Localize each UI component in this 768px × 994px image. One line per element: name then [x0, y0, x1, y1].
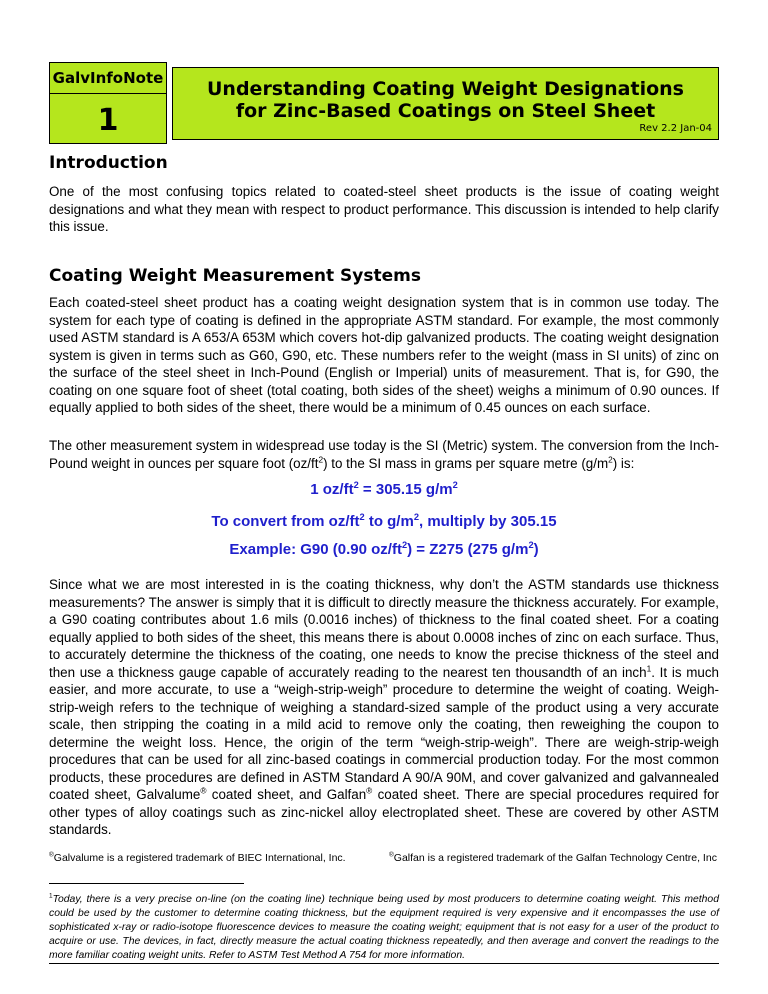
footnote-divider [49, 883, 244, 884]
title-box [172, 67, 719, 140]
galvalume-trademark-note: ®Galvalume is a registered trademark of BIEC International, Inc. [49, 851, 346, 864]
title-line-1: Understanding Coating Weight Designations [207, 78, 684, 100]
introduction-text: One of the most confusing topics related to coated-steel sheet products is the issue of coating weight designations and what they mean with respect to product performance. This discussion is intended to help clarify this issue. [49, 184, 719, 234]
introduction-heading: Introduction [49, 153, 168, 173]
revision-label: Rev 2.2 Jan-04 [639, 123, 712, 134]
measurement-systems-paragraph-2: The other measurement system in widespread use today is the SI (Metric) system. The conversion from the Inch-Pound weight in ounces per square foot $(oz/ft^2)$ to the SI mass in grams per square metre $(g/m^2)$ is: [49, 438, 719, 471]
note-divider [50, 93, 166, 94]
note-number: 1 [97, 103, 119, 138]
conversion-instruction: To convert from $oz/ft^2$ to $g/m^2$, multiply by 305.15 [211, 512, 557, 530]
footnote-reference: 1 [646, 663, 652, 674]
title-line-2: for Zinc-Based Coatings on Steel Sheet [235, 100, 656, 122]
measurement-systems-heading: Coating Weight Measurement Systems [49, 266, 421, 286]
galfan-trademark-note: ®Galfan is a registered trademark of the Galfan Technology Centre, Inc [389, 851, 717, 864]
page-bottom-rule [49, 963, 719, 964]
measurement-systems-paragraph-1: Each coated-steel sheet product has a coating weight designation system that is in common use today. The system for each type of coating is defined in the appropriate ASTM standard. For example, the most commonly used ASTM standard is A 653/A 653M which covers hot-dip galvanized products. The coating weight designation system is given in terms such as G60, G90, etc. These numbers refer to the weight (mass in SI units) of zinc on the surface of the steel sheet in Inch-Pound (English or Imperial) units of measurement. That is, for G90, the coating on one square foot of sheet (total coating, both sides of the sheet) weighs a minimum of 0.90 ounces. If equally applied to both sides of the sheet, there would be a minimum of 0.45 ounces on each surface. [49, 295, 719, 415]
conversion-formula: 1 $oz/ft^2 = 305.15$ $g/m^2$ [310, 480, 458, 498]
conversion-example: Example: G90 (0.90 $oz/ft^2) = Z275$ (275 $g/m^2$) [229, 540, 539, 558]
note-label: GalvInfoNote [52, 69, 164, 87]
footnote: $^1$Today, there is a very precise on-line (on the coating line) technique being used by most producers to determine coating weight. This method could be used by the customer to determine coating thickness, but the equipment required is very expensive and it encompasses the use of sophisticated x-ray or radio-isotope fluorescence devices to measure the coating weight; equipment that is not easy for a user of the product to acquire or use. The devices, in fact, directly measure the actual coating thickness repeatedly, and then average and convert the readings to the more familiar coating weight units. Refer to ASTM Test Method A 754 for more information. [49, 892, 719, 961]
thickness-paragraph: Since what we are most interested in is the coating thickness, why don’t the ASTM standards use thickness measurements? The answer is simply that it is difficult to directly measure the thickness accurately. For example, a G90 coating contributes about 1.6 mils (0.0016 inches) of thickness to the final coated sheet. For a coating equally applied to both sides of the sheet, this means there is about 0.0008 inches of zinc on each surface. Thus, to accurately determine the thickness of the coating, one needs to know the precise thickness of the steel and then use a thickness gauge capable of accurately reading to the nearest ten thousandth of an inch$^1$. It is much easier, and more accurate, to use a “weigh-strip-weigh” procedure to determine the weight of coating. Weigh-strip-weigh refers to the technique of weighing a standard-sized sample of the product using a very accurate scale, then stripping the coating in a mild acid to remove only the coating, then reweighing the coupon to determine the weight loss. Hence, the origin of the term “weigh-strip-weigh”. There are weigh-strip-weigh procedures that can be used for all zinc-based coatings in commercial production today. For the most common products, these procedures are defined in ASTM Standard A 90/A 90M, and cover galvanized and galvannealed coated sheet, Galvalume® coated sheet, and Galfan® coated sheet. There are special procedures required for other types of alloy coatings such as zinc-nickel alloy electroplated sheet. These are covered by other ASTM standards. [49, 577, 719, 837]
galvinfonote-box [49, 62, 167, 144]
